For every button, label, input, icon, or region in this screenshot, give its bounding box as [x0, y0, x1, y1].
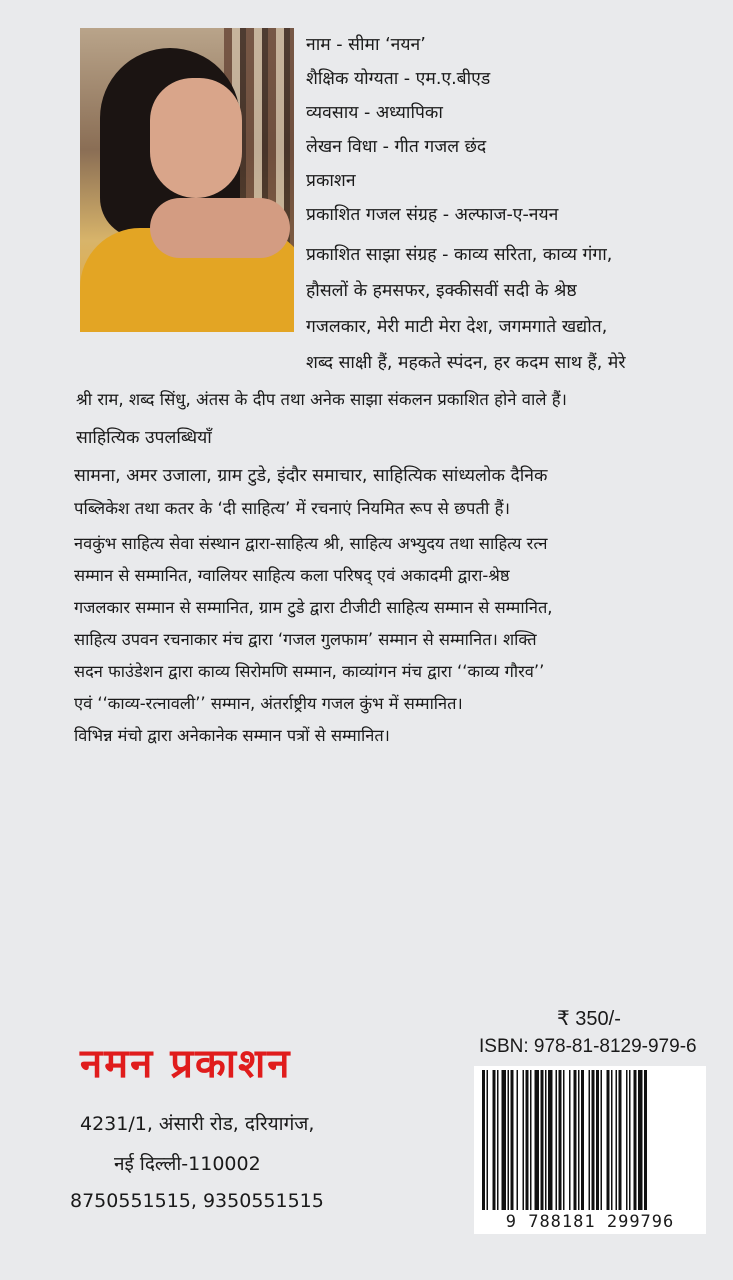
barcode-bar — [548, 1070, 553, 1210]
barcode-bar — [497, 1070, 499, 1210]
bio-ghazal-collection: प्रकाशित गजल संग्रह - अल्फाज-ए-नयन — [306, 205, 559, 225]
shared-line-5: श्री राम, शब्द सिंधु, अंतस के दीप तथा अनेक साझा संकलन प्रकाशित होने वाले हैं। — [76, 390, 567, 409]
barcode-bar — [629, 1070, 631, 1210]
achievements-heading: साहित्यिक उपलब्धियाँ — [76, 428, 212, 448]
para2-line-7: विभिन्न मंचो द्वारा अनेकानेक सम्मान पत्रों से सम्मानित। — [74, 726, 390, 745]
barcode-bar — [574, 1070, 577, 1210]
shared-line-1: प्रकाशित साझा संग्रह - काव्य सरिता, काव्य गंगा, — [306, 245, 613, 265]
barcode-bar — [616, 1070, 618, 1210]
barcode-bar — [502, 1070, 507, 1210]
bio-education: शैक्षिक योग्यता - एम.ए.बीएड — [306, 69, 491, 89]
para2-line-3: गजलकार सम्मान से सम्मानित, ग्राम टुडे द्वारा टीजीटी साहित्य सम्मान से सम्मानित, — [74, 598, 553, 617]
publisher-address-2: नई दिल्ली-110002 — [114, 1153, 261, 1175]
shared-line-4: शब्द साक्षी हैं, महकते स्पंदन, हर कदम साथ हैं, मेरे — [306, 353, 626, 373]
barcode-bar — [530, 1070, 532, 1210]
para2-line-5: सदन फाउंडेशन द्वारा काव्य सिरोमणि सम्मान, काव्यांगन मंच द्वारा ‘‘काव्य गौरव’’ — [74, 662, 545, 681]
publisher-phones: 8750551515, 9350551515 — [70, 1190, 324, 1212]
shared-line-2: हौसलों के हमसफर, इक्कीसवीं सदी के श्रेष्ठ — [306, 281, 577, 301]
shared-line-3: गजलकार, मेरी माटी मेरा देश, जगमगाते खद्योत, — [306, 317, 608, 337]
photo-hands — [150, 198, 290, 258]
barcode-bar — [634, 1070, 637, 1210]
bio-genre: लेखन विधा - गीत गजल छंद — [306, 137, 487, 157]
price-label: ₹ 350/- — [557, 1008, 621, 1030]
barcode-bar — [563, 1070, 565, 1210]
barcode-bar — [517, 1070, 519, 1210]
barcode-bar — [589, 1070, 591, 1210]
barcode-bars — [480, 1070, 700, 1210]
barcode-bar — [569, 1070, 571, 1210]
achievements-para-1 — [74, 460, 686, 524]
photo-face — [150, 78, 242, 198]
barcode-bar — [545, 1070, 547, 1210]
barcode-bar — [638, 1070, 643, 1210]
para1-line-1: सामना, अमर उजाला, ग्राम टुडे, इंदौर समाचार, साहित्यिक सांध्यलोक दैनिक — [74, 466, 548, 486]
para2-line-4: साहित्य उपवन रचनाकार मंच द्वारा ‘गजल गुलफाम’ सम्मान से सम्मानित। शक्ति — [74, 630, 537, 649]
barcode-bar — [644, 1070, 647, 1210]
barcode-bar — [607, 1070, 610, 1210]
barcode-bar — [511, 1070, 514, 1210]
barcode-bar — [535, 1070, 540, 1210]
barcode-bar — [592, 1070, 595, 1210]
bio-occupation: व्यवसाय - अध्यापिका — [306, 103, 443, 123]
barcode-bar — [508, 1070, 510, 1210]
barcode-bar — [601, 1070, 603, 1210]
barcode-bar — [482, 1070, 485, 1210]
barcode-bar — [619, 1070, 622, 1210]
barcode-bar — [626, 1070, 628, 1210]
author-photo — [80, 28, 294, 332]
para2-line-6: एवं ‘‘काव्य-रत्नावली’’ सम्मान, अंतर्राष्ट्रीय गजल कुंभ में सम्मानित। — [74, 694, 463, 713]
barcode-bar — [541, 1070, 544, 1210]
barcode-digits: 9 788181 299796 — [474, 1212, 706, 1232]
isbn-barcode — [474, 1066, 706, 1234]
achievements-para-2 — [74, 528, 686, 752]
publisher-address-1: 4231/1, अंसारी रोड, दरियागंज, — [80, 1113, 315, 1135]
barcode-bar — [523, 1070, 525, 1210]
para2-line-2: सम्मान से सम्मानित, ग्वालियर साहित्य कला परिषद् एवं अकादमी द्वारा-श्रेष्ठ — [74, 566, 510, 585]
barcode-bar — [487, 1070, 489, 1210]
isbn-label: ISBN: 978-81-8129-979-6 — [479, 1036, 697, 1057]
barcode-bar — [581, 1070, 584, 1210]
barcode-bar — [578, 1070, 580, 1210]
barcode-bar — [493, 1070, 496, 1210]
barcode-bar — [559, 1070, 562, 1210]
barcode-bar — [556, 1070, 558, 1210]
barcode-bar — [611, 1070, 613, 1210]
bio-publication-heading: प्रकाशन — [306, 171, 356, 191]
bio-name: नाम - सीमा ‘नयन’ — [306, 35, 426, 55]
para2-line-1: नवकुंभ साहित्य सेवा संस्थान द्वारा-साहित्य श्री, साहित्य अभ्युदय तथा साहित्य रत्न — [74, 534, 548, 553]
barcode-bar — [596, 1070, 599, 1210]
publisher-name: नमन प्रकाशन — [80, 1041, 292, 1087]
barcode-bar — [526, 1070, 529, 1210]
para1-line-2: पब्लिकेश तथा कतर के ‘दी साहित्य’ में रचनाएं नियमित रूप से छपती हैं। — [74, 498, 510, 518]
